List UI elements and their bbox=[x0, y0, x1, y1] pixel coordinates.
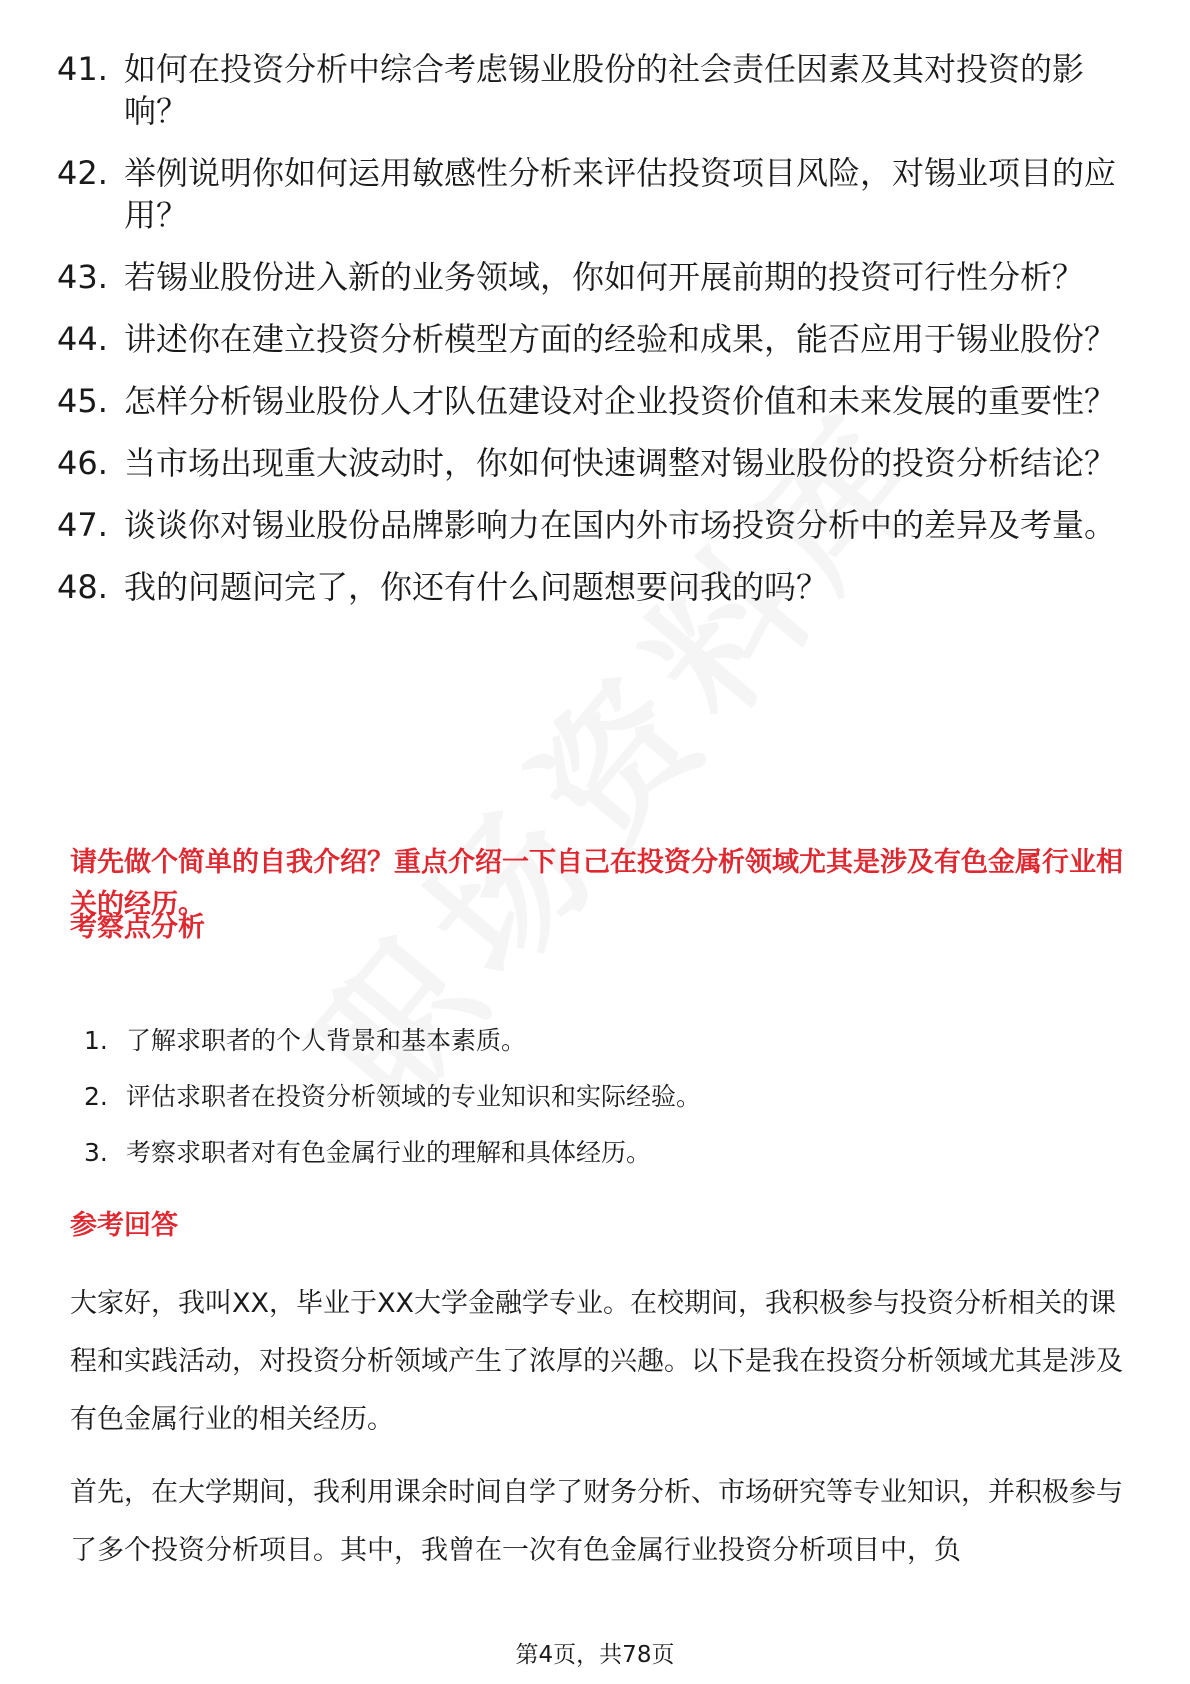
question-text: 谈谈你对锡业股份品牌影响力在国内外市场投资分析中的差异及考量。 bbox=[124, 506, 1117, 544]
question-text: 如何在投资分析中综合考虑锡业股份的社会责任因素及其对投资的影响？ bbox=[124, 50, 1085, 130]
analysis-item bbox=[84, 1024, 1124, 1058]
page-footer: 第4页，共78页 bbox=[515, 1642, 675, 1668]
question-item bbox=[57, 380, 1137, 422]
analysis-heading: 考察点分析 bbox=[70, 912, 205, 943]
analysis-item bbox=[84, 1136, 1124, 1170]
question-item bbox=[57, 318, 1137, 360]
analysis-text: 了解求职者的个人背景和基本素质。 bbox=[126, 1026, 527, 1055]
question-number: 41. bbox=[57, 50, 108, 88]
question-list bbox=[57, 48, 1137, 628]
question-text: 举例说明你如何运用敏感性分析来评估投资项目风险，对锡业项目的应用？ bbox=[124, 154, 1117, 234]
question-item bbox=[57, 152, 1137, 236]
question-number: 48. bbox=[57, 568, 108, 606]
featured-question: 请先做个简单的自我介绍？重点介绍一下自己在投资分析领域尤其是涉及有色金属行业相关的经历。 bbox=[70, 847, 1123, 920]
question-text: 若锡业股份进入新的业务领域，你如何开展前期的投资可行性分析？ bbox=[124, 258, 1085, 296]
answer-heading: 参考回答 bbox=[70, 1210, 178, 1241]
question-item bbox=[57, 442, 1137, 484]
analysis-number: 1. bbox=[84, 1026, 108, 1055]
question-text: 讲述你在建立投资分析模型方面的经验和成果，能否应用于锡业股份？ bbox=[124, 320, 1117, 358]
question-number: 42. bbox=[57, 154, 108, 192]
question-text: 我的问题问完了，你还有什么问题想要问我的吗？ bbox=[124, 568, 829, 606]
analysis-number: 2. bbox=[84, 1082, 108, 1111]
analysis-list bbox=[84, 1024, 1124, 1192]
answer-paragraph: 首先，在大学期间，我利用课余时间自学了财务分析、市场研究等专业知识，并积极参与了多个投资分析项目。其中，我曾在一次有色金属行业投资分析项目中，负 bbox=[70, 1477, 1123, 1566]
answer-paragraph: 大家好，我叫XX，毕业于XX大学金融学专业。在校期间，我积极参与投资分析相关的课程和实践活动，对投资分析领域产生了浓厚的兴趣。以下是我在投资分析领域尤其是涉及有色金属行业的相关经历。 bbox=[70, 1288, 1123, 1435]
question-number: 43. bbox=[57, 258, 108, 296]
question-item bbox=[57, 566, 1137, 608]
question-item bbox=[57, 48, 1137, 132]
question-item bbox=[57, 256, 1137, 298]
question-text: 当市场出现重大波动时，你如何快速调整对锡业股份的投资分析结论？ bbox=[124, 444, 1117, 482]
analysis-text: 评估求职者在投资分析领域的专业知识和实际经验。 bbox=[126, 1082, 702, 1111]
question-text: 怎样分析锡业股份人才队伍建设对企业投资价值和未来发展的重要性？ bbox=[124, 382, 1117, 420]
analysis-text: 考察求职者对有色金属行业的理解和具体经历。 bbox=[126, 1138, 652, 1167]
question-number: 47. bbox=[57, 506, 108, 544]
analysis-item bbox=[84, 1080, 1124, 1114]
analysis-number: 3. bbox=[84, 1138, 108, 1167]
question-number: 44. bbox=[57, 320, 108, 358]
question-item bbox=[57, 504, 1137, 546]
question-number: 45. bbox=[57, 382, 108, 420]
question-number: 46. bbox=[57, 444, 108, 482]
